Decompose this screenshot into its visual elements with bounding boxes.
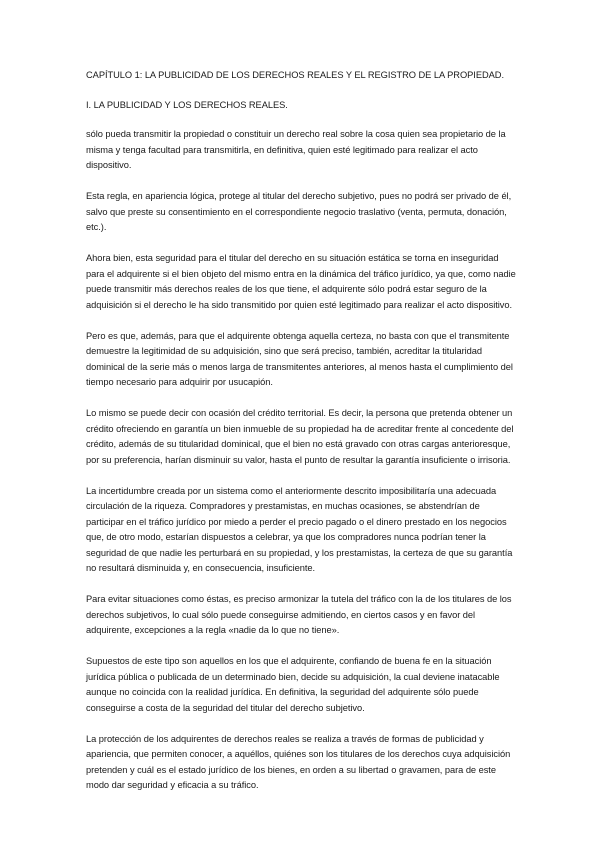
paragraph: Esta regla, en apariencia lógica, protege al titular del derecho subjetivo, pues no podrá ser privado de él, salvo que preste su consentimiento en el correspondiente negocio traslativo (venta, permuta, donación, etc.). bbox=[86, 191, 512, 232]
section-title: I. LA PUBLICIDAD Y LOS DERECHOS REALES. bbox=[86, 99, 288, 110]
paragraph: Lo mismo se puede decir con ocasión del crédito territorial. Es decir, la persona que pretenda obtener un crédito ofreciendo en garantía un bien inmueble de su propiedad ha de acreditar frente al concedente del crédito, además de su titularidad dominical, que el bien no está gravado con otras cargas anterioresque, por su preferencia, harían disminuir su valor, hasta el punto de resultar la garantía insuficiente o irrisoria. bbox=[86, 408, 514, 465]
paragraph: Supuestos de este tipo son aquellos en los que el adquirente, confiando de buena fe en la situación jurídica pública o publicada de un determinado bien, decide su adquisición, la cual deviene inatacable aunque no coincida con la realidad jurídica. En definitiva, la seguridad del adquirente sólo puede conseguirse a costa de la seguridad del titular del derecho subjetivo. bbox=[86, 656, 500, 713]
paragraph: sólo pueda transmitir la propiedad o constituir un derecho real sobre la cosa quien sea propietario de la misma y tenga facultad para transmitirla, en definitiva, quien esté legitimado para realizar el acto dispositivo. bbox=[86, 129, 506, 170]
paragraph: Ahora bien, esta seguridad para el titular del derecho en su situación estática se torna en inseguridad para el adquirente si el bien objeto del mismo entra en la dinámica del tráfico jurídico, ya que, como nadie puede transmitir más derechos reales de los que tiene, el adquirente sólo podrá estar seguro de la adquisición si el derecho le ha sido transmitido por quien esté legitimado para realizar el acto dispositivo. bbox=[86, 253, 516, 310]
paragraph: La incertidumbre creada por un sistema como el anteriormente descrito imposibilitaría una adecuada circulación de la riqueza. Compradores y prestamistas, en muchas ocasiones, se abstendrían de participar en el tráfico jurídico por miedo a perder el precio pagado o el dinero prestado en los negocios que, de otro modo, estarían dispuestos a celebrar, ya que los compradores nunca podrían tener la seguridad de que nadie les perturbará en su propiedad, y los prestamistas, la certeza de que su garantía no resultará disminuida y, en consecuencia, insuficiente. bbox=[86, 485, 513, 573]
chapter-title: CAPÍTULO 1: LA PUBLICIDAD DE LOS DERECHOS REALES Y EL REGISTRO DE LA PROPIEDAD. bbox=[86, 70, 504, 80]
paragraph: La protección de los adquirentes de derechos reales se realiza a través de formas de publicidad y apariencia, que permiten conocer, a aquéllos, quiénes son los titulares de los derechos cuya adquisición pretenden y cuál es el estado jurídico de los bienes, en orden a su libertad o gravamen, para de este modo dar seguridad y eficacia a su tráfico. bbox=[86, 733, 511, 790]
document-body bbox=[86, 68, 518, 809]
paragraph: Pero es que, además, para que el adquirente obtenga aquella certeza, no basta con que el transmitente demuestre la legitimidad de su adquisición, sino que será preciso, también, acreditar la titularidad dominical de la serie más o menos larga de transmitentes anteriores, al menos hasta el cumplimiento del tiempo necesario para adquirir por usucapión. bbox=[86, 330, 513, 387]
paragraph: Para evitar situaciones como éstas, es preciso armonizar la tutela del tráfico con la de los titulares de los derechos subjetivos, lo cual sólo puede conseguirse admitiendo, en ciertos casos y en favor del adquirente, excepciones a la regla «nadie da lo que no tiene». bbox=[86, 594, 512, 635]
